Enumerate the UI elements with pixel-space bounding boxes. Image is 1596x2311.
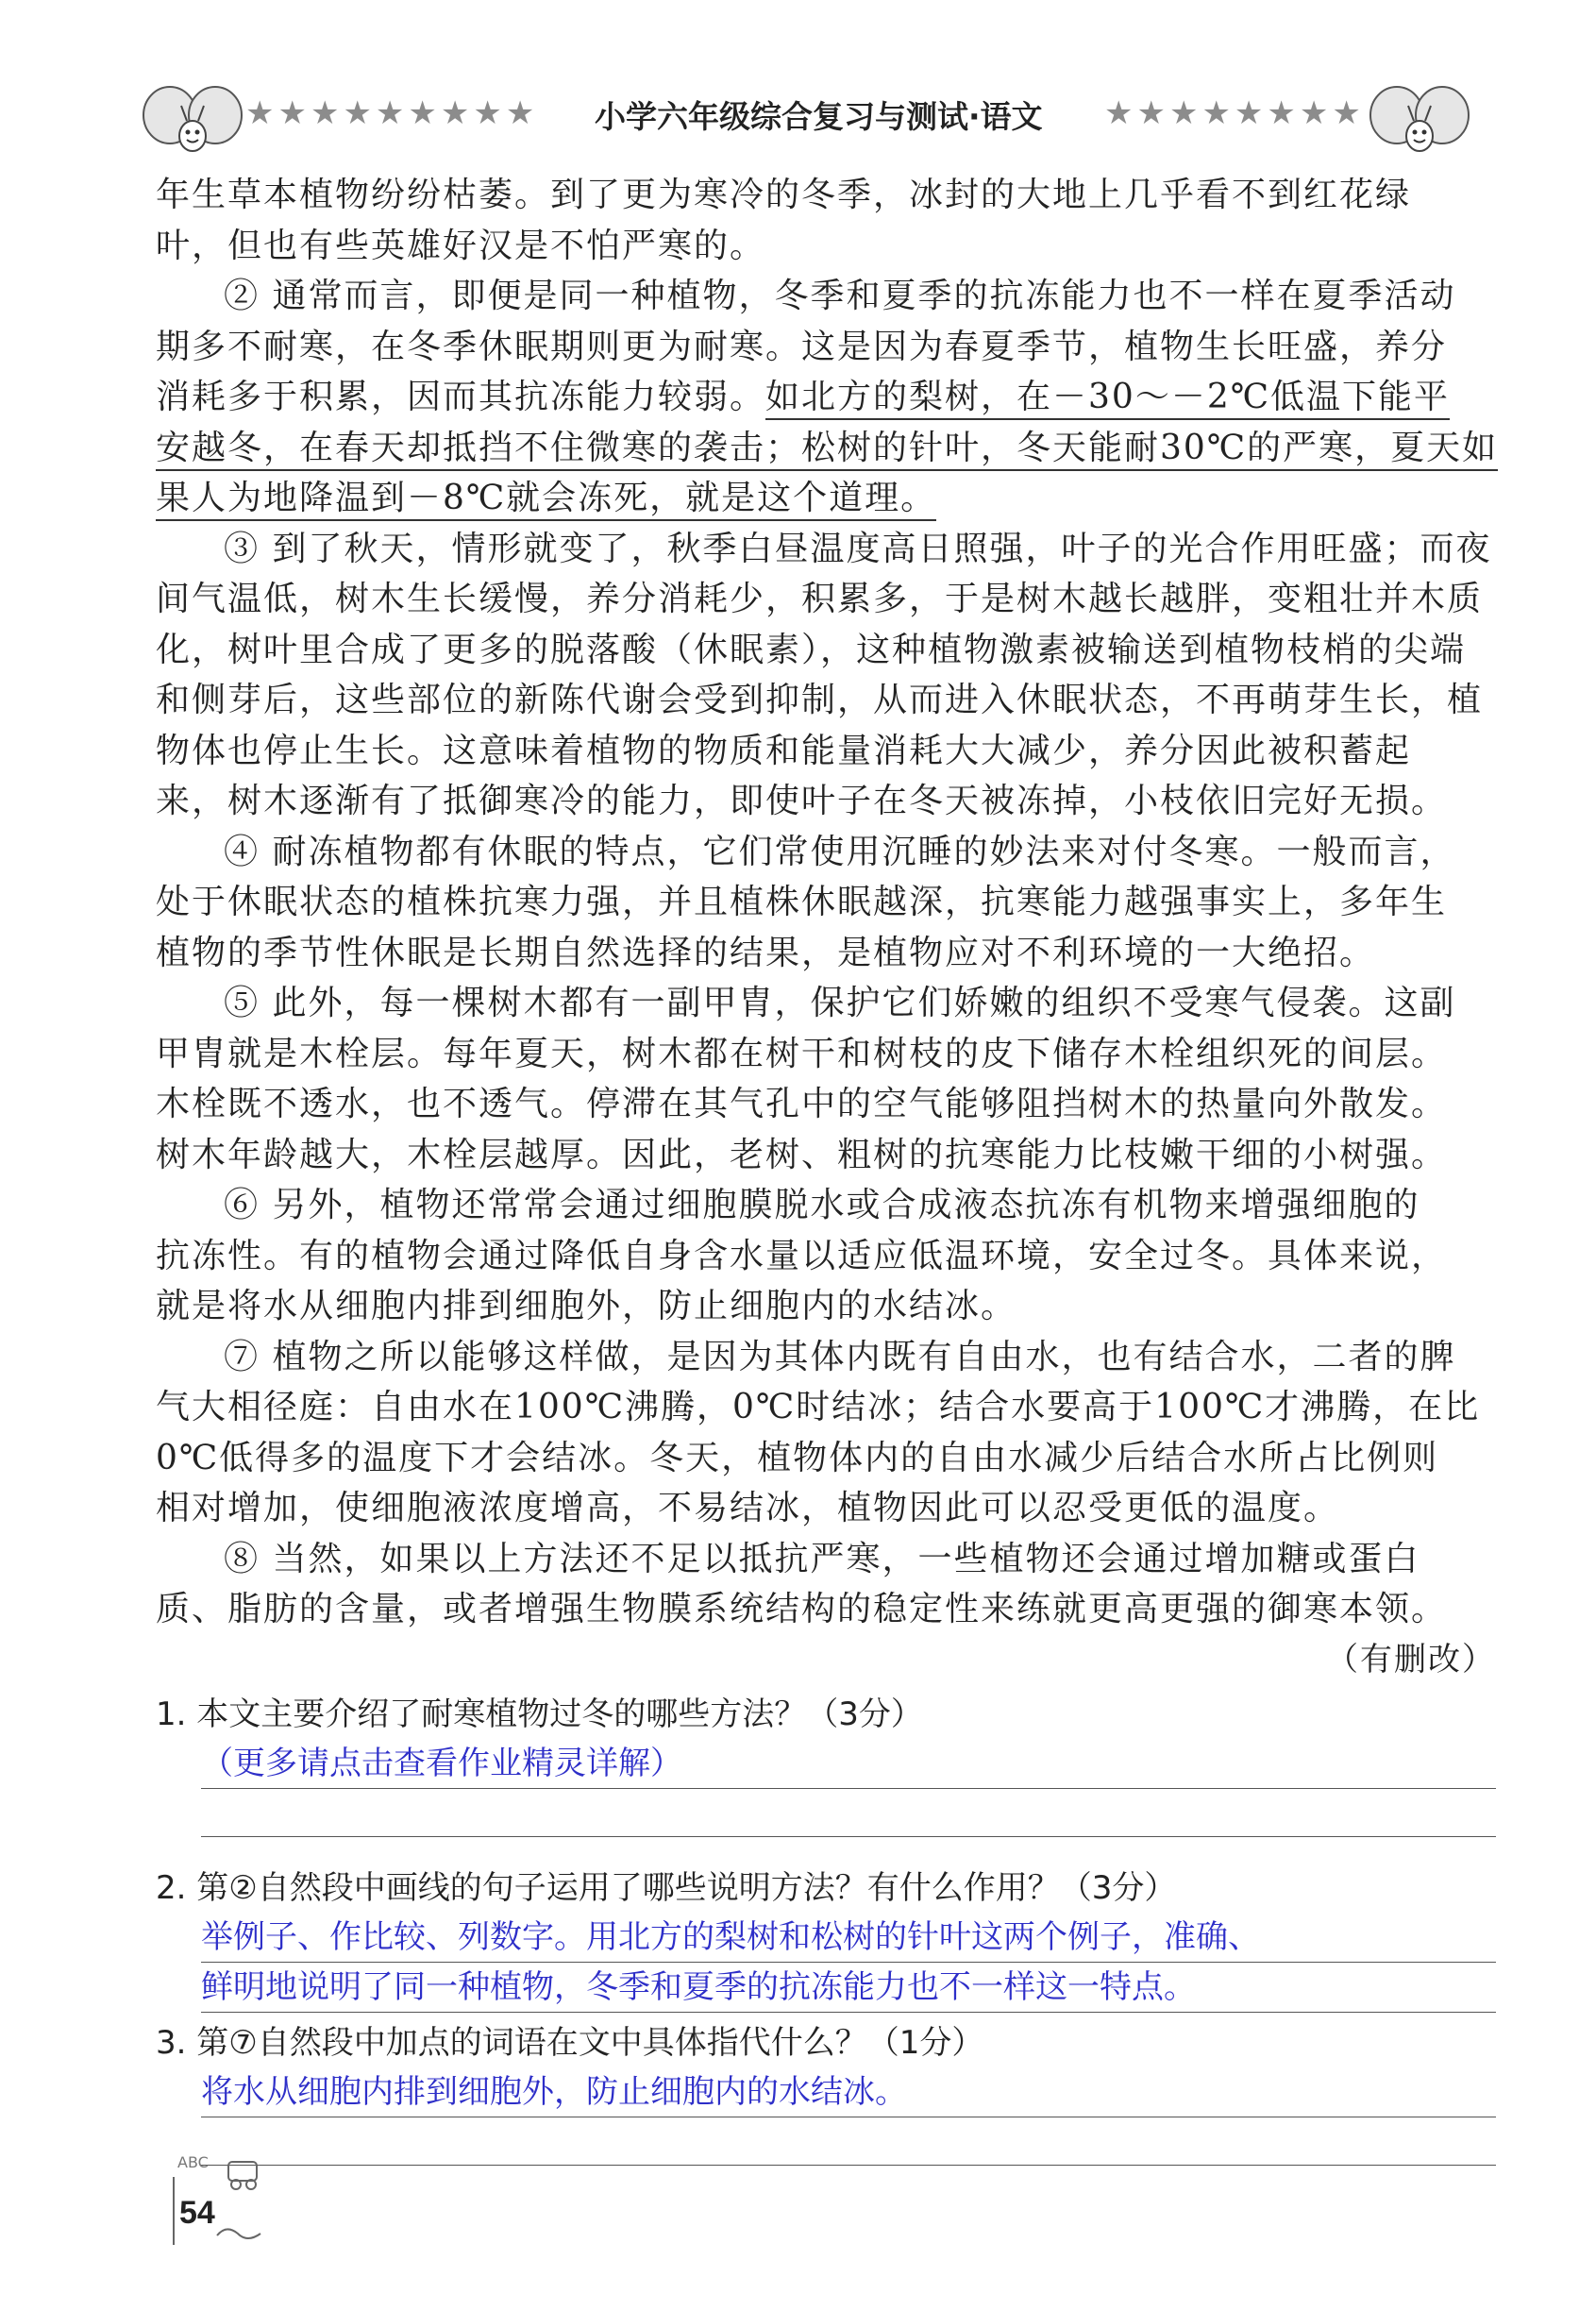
article-line: 抗冻性。有的植物会通过降低自身含水量以适应低温环境，安全过冬。具体来说， [156,1236,1448,1275]
question-1 [156,1690,1496,1837]
header-title: 小学六年级综合复习与测试·语文 [595,98,1043,135]
article-line: 甲胄就是木栓层。每年夏天，树木都在树干和树枝的皮下储存木栓组织死的间层。 [156,1034,1448,1073]
decorative-stars-right: ★★★★★★★★ [1104,94,1365,132]
article-line: 年生草本植物纷纷枯萎。到了更为寒冷的冬季，冰封的大地上几乎看不到红花绿 [156,176,1412,214]
paragraph-4-start: ④ 耐冻植物都有休眠的特点，它们常使用沉睡的妙法来对付冬寒。一般而言， [224,832,1456,871]
paragraph-7-start: ⑦ 植物之所以能够这样做，是因为其体内既有自由水，也有结合水，二者的脾 [224,1337,1456,1376]
underlined-sentence: 安越冬，在春天却抵挡不住微寒的袭击；松树的针叶，冬天能耐30℃的严寒，夏天如 [156,429,1498,471]
question-3 [156,2018,1496,2166]
answer-rule [201,1836,1496,1837]
paragraph-8-start: ⑧ 当然，如果以上方法还不足以抵抗严寒，一些植物还会通过增加糖或蛋白 [224,1539,1420,1578]
paragraph-3-start: ③ 到了秋天，情形就变了，秋季白昼温度高日照强，叶子的光合作用旺盛；而夜 [224,529,1492,568]
article-line [156,372,1496,423]
article-line: 来，树木逐渐有了抵御寒冷的能力，即使叶子在冬天被冻掉，小枝依旧完好无损。 [156,782,1448,820]
article-line: 和侧芽后，这些部位的新陈代谢会受到抑制，从而进入休眠状态，不再萌芽生长，植 [156,681,1484,719]
paragraph-2-start: ② 通常而言，即便是同一种植物，冬季和夏季的抗冻能力也不一样在夏季活动 [224,277,1456,315]
article-line: 处于休眠状态的植株抗寒力强，并且植株休眠越深，抗寒能力越强事实上，多年生 [156,883,1448,921]
article-line: 就是将水从细胞内排到细胞外，防止细胞内的水结冰。 [156,1287,1017,1325]
article-body [156,170,1499,1685]
page-number: 54 [179,2195,215,2231]
paragraph-6-start: ⑥ 另外，植物还常常会通过细胞膜脱水或合成液态抗冻有机物来增强细胞的 [224,1186,1420,1224]
question-prompt: 2. 第②自然段中画线的句子运用了哪些说明方法？有什么作用？（3分） [156,1869,1177,1907]
article-line: 相对增加，使细胞液浓度增高，不易结冰，植物因此可以忍受更低的温度。 [156,1489,1340,1527]
underlined-sentence: 如北方的梨树，在－30～－2℃低温下能平 [765,378,1450,420]
article-line: 质、脂肪的含量，或者增强生物膜系统结构的稳定性来练就更高更强的御寒本领。 [156,1590,1448,1628]
butterfly-bee-icon [1369,77,1472,162]
doodle-label: ABC [177,2153,209,2171]
answer-line[interactable]: （更多请点击查看作业精灵详解） [201,1745,682,1782]
question-prompt: 3. 第⑦自然段中加点的词语在文中具体指代什么？（1分） [156,2024,984,2062]
article-line [156,473,1496,524]
article-line [156,423,1499,474]
article-line: 木栓既不透水，也不透气。停滞在其气孔中的空气能够阻挡树木的热量向外散发。 [156,1085,1448,1123]
answer-rule [201,2012,1496,2013]
answer-rule [201,2165,1496,2166]
article-line: 0℃低得多的温度下才会结冰。冬天，植物体内的自由水减少后结合水所占比例则 [156,1438,1439,1477]
article-line: 树木年龄越大，木栓层越厚。因此，老树、粗树的抗寒能力比枝嫩干细的小树强。 [156,1135,1448,1174]
article-line: 植物的季节性休眠是长期自然选择的结果，是植物应对不利环境的一大绝招。 [156,933,1376,972]
underlined-sentence: 果人为地降温到－8℃就会冻死，就是这个道理。 [156,479,936,521]
article-line: 气大相径庭：自由水在100℃沸腾，0℃时结冰；结合水要高于100℃才沸腾，在比 [156,1388,1481,1426]
answer-line[interactable]: 举例子、作比较、列数字。用北方的梨树和松树的针叶这两个例子，准确、 [201,1918,1260,1956]
decorative-stars-left: ★★★★★★★★★ [245,94,539,132]
article-line: 叶，但也有些英雄好汉是不怕严寒的。 [156,226,766,265]
source-note: （有删改） [1326,1640,1496,1678]
question-2 [156,1864,1496,2013]
article-line: 物体也停止生长。这意味着植物的物质和能量消耗大大减少，养分因此被积蓄起 [156,731,1412,770]
article-line: 化，树叶里合成了更多的脱落酸（休眠素），这种植物激素被输送到植物枝梢的尖端 [156,630,1467,669]
page-header [142,77,1482,153]
butterfly-bee-icon [142,77,245,162]
article-line: 期多不耐寒，在冬季休眠期则更为耐寒。这是因为春夏季节，植物生长旺盛，养分 [156,327,1448,366]
question-prompt: 1. 本文主要介绍了耐寒植物过冬的哪些方法？（3分） [156,1695,923,1733]
paragraph-5-start: ⑤ 此外，每一棵树木都有一副甲胄，保护它们娇嫩的组织不受寒气侵袭。这副 [224,984,1456,1022]
answer-line[interactable]: 将水从细胞内排到细胞外，防止细胞内的水结冰。 [201,2073,907,2111]
article-line: 间气温低，树木生长缓慢，养分消耗少，积累多，于是树木越长越胖，变粗壮并木质 [156,580,1484,618]
questions-section [156,1690,1496,2166]
answer-line[interactable]: 鲜明地说明了同一种植物，冬季和夏季的抗冻能力也不一样这一特点。 [201,1968,1196,2006]
article-text: 消耗多于积累，因而其抗冻能力较弱。 [156,378,766,416]
